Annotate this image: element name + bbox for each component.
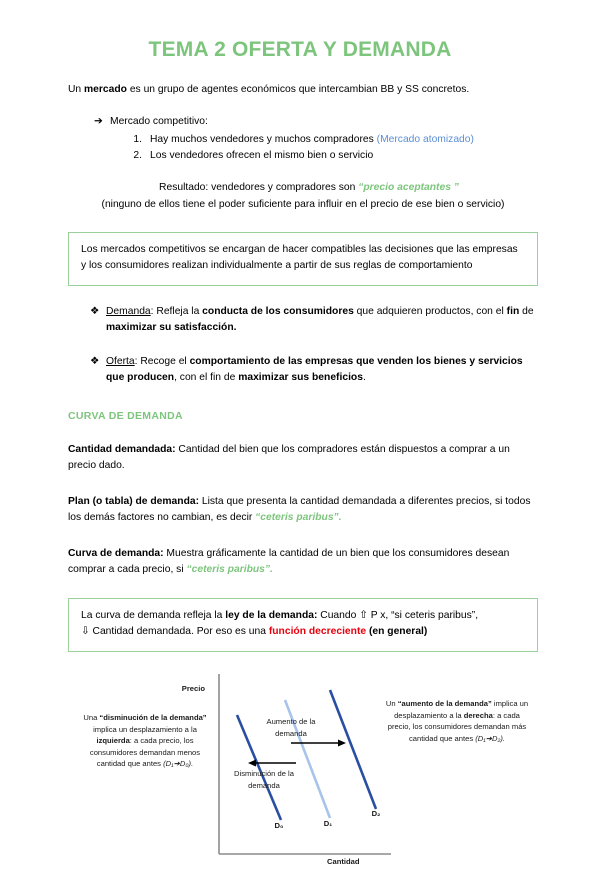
cantidad-demandada-text: Cantidad del bien que los compradores están dispuestos a comprar a un precio dado. xyxy=(68,444,510,471)
left-b1: “disminución de la demanda” xyxy=(99,713,207,722)
ley-funcion-decreciente: función decreciente xyxy=(268,626,367,637)
plan-demanda-quote: “ceteris paribus”. xyxy=(255,512,342,523)
curva-demanda-text: Muestra gráficamente la cantidad de un bien que los consumidores desean comprar a cada precio, si xyxy=(68,548,510,575)
bullet-mercado-competitivo xyxy=(94,114,538,129)
callout-box-ley-demanda xyxy=(68,598,538,652)
term-curva-demanda: Curva de demanda: xyxy=(68,548,164,559)
arrow-down-icon: ⇩ xyxy=(81,626,90,637)
demanda-t3: de xyxy=(519,306,534,317)
list-text-main: Los vendedores ofrecen el mismo bien o servicio xyxy=(150,150,374,161)
term-cantidad-demandada: Cantidad demandada: xyxy=(68,444,176,455)
bullet-content xyxy=(106,354,538,386)
plan-demanda-text: Lista que presenta la cantidad demandada a diferentes precios, si todos los demás factores no cambian, es decir xyxy=(68,496,531,523)
document-page xyxy=(0,38,600,886)
curve-d2 xyxy=(330,690,376,809)
x-axis-label: Cantidad xyxy=(327,857,360,866)
diagram-caption-left xyxy=(75,712,215,770)
right-p3: : a cada precio, los consumidores demandan más cantidad que antes xyxy=(387,710,527,743)
ley-l1a: La curva de demanda refleja la xyxy=(81,610,226,621)
diagram-caption-right xyxy=(383,698,531,744)
demand-shift-diagram xyxy=(65,668,535,873)
paragraph-curva-demanda xyxy=(68,546,538,578)
result-line xyxy=(76,179,530,196)
callout-line-1 xyxy=(81,608,525,624)
callout-text: Los mercados competitivos se encargan de hacer compatibles las decisiones que las empresas y los consumidores realizan individualmente a partir de sus reglas de comportamiento xyxy=(81,244,518,271)
oferta-t1: : Recoge el xyxy=(134,356,190,367)
bullet-demanda xyxy=(90,304,538,336)
oferta-t2: , con el fin de xyxy=(174,372,239,383)
curve-label-d0: D₀ xyxy=(274,821,284,830)
callout-line-2 xyxy=(81,624,525,640)
intro-pre: Un xyxy=(68,84,85,95)
ley-l1b: ley de la demanda: xyxy=(225,610,318,621)
left-p1: Una xyxy=(83,713,100,722)
intro-post: es un grupo de agentes económicos que intercambian BB y SS concretos. xyxy=(126,84,470,95)
competitive-result xyxy=(68,179,538,213)
ley-l2c: (en general) xyxy=(366,626,428,637)
left-b2: izquierda xyxy=(96,736,130,746)
competitive-numbered-list xyxy=(130,132,538,164)
paragraph-plan-demanda xyxy=(68,494,538,526)
result-quote: “precio aceptantes ” xyxy=(358,182,459,193)
result-label: Resultado: vendedores y compradores son xyxy=(159,182,359,193)
curve-label-d2: D₂ xyxy=(371,809,381,818)
oferta-b1: comportamiento de las empresas que venden los bienes y servicios que producen xyxy=(106,356,523,383)
right-p2: implica un desplazamiento a la xyxy=(394,699,529,720)
paragraph-cantidad-demandada xyxy=(68,442,538,474)
bullet-label: Mercado competitivo: xyxy=(110,116,208,127)
list-item xyxy=(130,148,538,164)
arrow-decrease-head xyxy=(248,760,256,767)
oferta-b2: maximizar sus beneficios xyxy=(238,372,363,383)
right-b2: derecha xyxy=(463,710,493,720)
page-title: TEMA 2 OFERTA Y DEMANDA xyxy=(148,38,452,61)
arrow-up-icon: ⇧ xyxy=(359,610,368,621)
list-text-main: Hay muchos vendedores y muchos compradores xyxy=(150,134,377,145)
result-note: (ninguno de ellos tiene el poder suficiente para influir en el precio de ese bien o servicio) xyxy=(101,199,505,210)
bullet-oferta xyxy=(90,354,538,386)
curve-label-d1: D₁ xyxy=(323,819,333,828)
demanda-t1: : Refleja la xyxy=(150,306,203,317)
right-b1: “aumento de la demanda” xyxy=(397,699,492,708)
demanda-b2: fin xyxy=(506,306,520,317)
intro-paragraph xyxy=(68,82,538,98)
ley-l1c: Cuando xyxy=(317,610,360,621)
section-heading-curva-demanda: CURVA DE DEMANDA xyxy=(68,410,183,422)
bullet-content xyxy=(106,304,538,336)
demanda-b1: conducta de los consumidores xyxy=(202,306,354,317)
list-text xyxy=(150,148,373,164)
list-item xyxy=(130,132,538,148)
list-text-note: (Mercado atomizado) xyxy=(376,134,474,145)
left-p2: implica un desplazamiento a la xyxy=(93,724,197,734)
right-p1: Un xyxy=(385,699,398,708)
term-oferta: Oferta xyxy=(106,356,135,367)
y-axis-label: Precio xyxy=(181,684,205,693)
diamond-bullet-icon: ❖ xyxy=(90,306,100,317)
ley-l2a: Cantidad demandada. Por eso es una xyxy=(89,626,269,637)
demanda-b3: maximizar su satisfacción. xyxy=(106,322,237,333)
oferta-t3: . xyxy=(362,372,366,383)
curva-demanda-quote: “ceteris paribus”. xyxy=(186,564,273,575)
left-notation: (D₁➔D₀). xyxy=(163,759,194,769)
diamond-bullet-icon: ❖ xyxy=(90,356,100,367)
diagram-label-disminucion: Disminución de la demanda xyxy=(234,769,294,790)
list-index: 1. xyxy=(133,134,142,145)
list-text xyxy=(150,132,474,148)
document-content xyxy=(0,82,600,652)
demanda-t2: que adquieren productos, con el xyxy=(353,306,507,317)
left-p3: : a cada precio, los consumidores demandan menos cantidad que antes xyxy=(89,736,201,769)
term-plan-demanda: Plan (o tabla) de demanda: xyxy=(68,496,200,507)
list-index: 2. xyxy=(133,150,142,161)
callout-box-markets xyxy=(68,232,538,286)
arrow-increase-head xyxy=(338,740,346,747)
ley-l1d: P x, “si ceteris paribus”, xyxy=(367,610,479,621)
arrow-right-icon: ➔ xyxy=(94,116,103,127)
intro-bold: mercado xyxy=(84,84,127,95)
diagram-label-aumento: Aumento de la demanda xyxy=(266,717,316,738)
term-demanda: Demanda xyxy=(106,306,151,317)
right-notation: (D₁➔D₂). xyxy=(475,733,506,743)
